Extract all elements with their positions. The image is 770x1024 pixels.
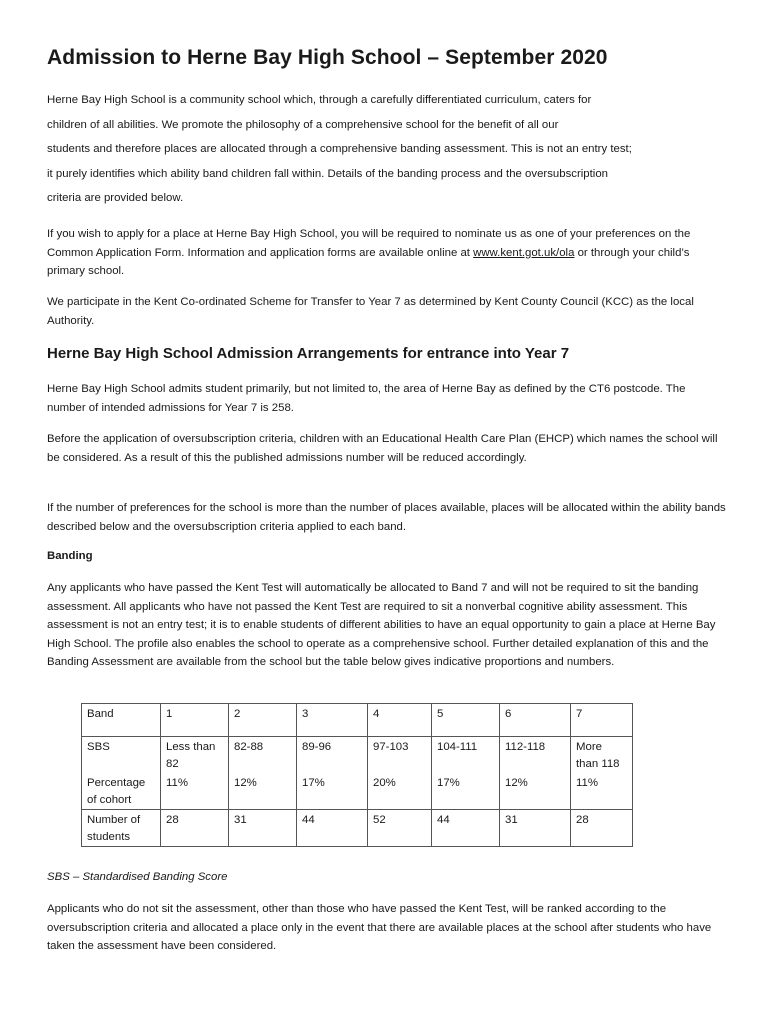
table-cell: SBS	[82, 737, 161, 774]
table-cell: Less than 82	[161, 737, 229, 774]
table-header-cell: 2	[229, 704, 297, 737]
table-cell: More than 118	[571, 737, 633, 774]
table-header-cell: 1	[161, 704, 229, 737]
table-cell: 17%	[297, 773, 368, 810]
table-cell: 82-88	[229, 737, 297, 774]
table-cell: 12%	[500, 773, 571, 810]
banding-table	[81, 703, 633, 847]
apply-text: If you wish to apply for a place at Herne Bay High School, you will be required to nominate us as one of your preferences on the Common Application Form. Information and application forms are available online at	[47, 228, 691, 259]
admits-paragraph: Herne Bay High School admits student primarily, but not limited to, the area of Herne Bay as defined by the CT6 postcode. The number of intended admissions for Year 7 is 258.	[47, 383, 686, 414]
table-cell: 11%	[161, 773, 229, 810]
table-row	[82, 773, 633, 810]
table-header-cell: 3	[297, 704, 368, 737]
table-cell: 28	[161, 810, 229, 847]
preferences-paragraph: If the number of preferences for the school is more than the number of places available, places will be allocated within the ability bands described below and the oversubscription criteria applied to each band.	[47, 502, 726, 533]
table-header-cell: 5	[432, 704, 500, 737]
intro-paragraph	[47, 88, 727, 211]
table-cell: 104-111	[432, 737, 500, 774]
table-row	[82, 810, 633, 847]
table-cell: Percentage of cohort	[82, 773, 161, 810]
table-cell: 97-103	[368, 737, 432, 774]
apply-text-end: or through your child’s primary school.	[47, 246, 690, 278]
table-cell: 89-96	[297, 737, 368, 774]
table-cell: 31	[229, 810, 297, 847]
table-header-cell: Band	[82, 704, 161, 737]
banding-paragraph: Any applicants who have passed the Kent Test will automatically be allocated to Band 7 and will not be required to sit the banding assessment. All applicants who have not passed the Kent Test are required to sit a nonverbal cognitive ability assessment. This assessment is not an entry test; it is to enable students of different abilities to have an equal opportunity to gain a place at Herne Bay High School. The profile also enables the school to operate as a comprehensive school. Further detailed explanation of this and the Banding Assessment are available from the school but the table below gives indicative proportions and numbers.	[47, 582, 716, 669]
table-cell: Number of students	[82, 810, 161, 847]
table-cell: 17%	[432, 773, 500, 810]
table-header-cell: 6	[500, 704, 571, 737]
page-title: Admission to Herne Bay High School – September 2020	[47, 46, 608, 69]
participate-paragraph: We participate in the Kent Co-ordinated Scheme for Transfer to Year 7 as determined by Kent County Council (KCC) as the local Authority.	[47, 296, 694, 327]
table-cell: 12%	[229, 773, 297, 810]
intro-line: Herne Bay High School is a community school which, through a carefully differentiated curriculum, caters for	[47, 94, 592, 106]
table-cell: 20%	[368, 773, 432, 810]
table-header-cell: 7	[571, 704, 633, 737]
intro-line: criteria are provided below.	[47, 192, 184, 204]
intro-line: students and therefore places are allocated through a comprehensive banding assessment. This is not an entry test;	[47, 143, 632, 155]
ehcp-paragraph: Before the application of oversubscription criteria, children with an Educational Health Care Plan (EHCP) which names the school will be considered. As a result of this the published admissions number will be reduced accordingly.	[47, 433, 718, 464]
table-cell: 44	[297, 810, 368, 847]
table-cell: 44	[432, 810, 500, 847]
kent-ola-link[interactable]: www.kent.got.uk/ola	[473, 246, 575, 259]
table-header-row	[82, 704, 633, 737]
section-heading: Herne Bay High School Admission Arrangements for entrance into Year 7	[47, 345, 570, 362]
table-cell: 112-118	[500, 737, 571, 774]
table-cell: 31	[500, 810, 571, 847]
intro-line: it purely identifies which ability band children fall within. Details of the banding process and the oversubscription	[47, 167, 608, 180]
table-cell: 52	[368, 810, 432, 847]
sbs-caption: SBS – Standardised Banding Score	[47, 871, 228, 883]
table-row	[82, 737, 633, 774]
banding-heading: Banding	[47, 550, 93, 562]
table-cell: 28	[571, 810, 633, 847]
closing-paragraph: Applicants who do not sit the assessment, other than those who have passed the Kent Test, will be ranked according to the oversubscription criteria and allocated a place only in the event that there are available places at the school after students who have taken the assessment have been considered.	[47, 903, 712, 953]
intro-line: children of all abilities. We promote the philosophy of a comprehensive school for the benefit of all our	[47, 118, 559, 131]
table-cell: 11%	[571, 773, 633, 810]
apply-paragraph	[47, 225, 727, 281]
table-header-cell: 4	[368, 704, 432, 737]
